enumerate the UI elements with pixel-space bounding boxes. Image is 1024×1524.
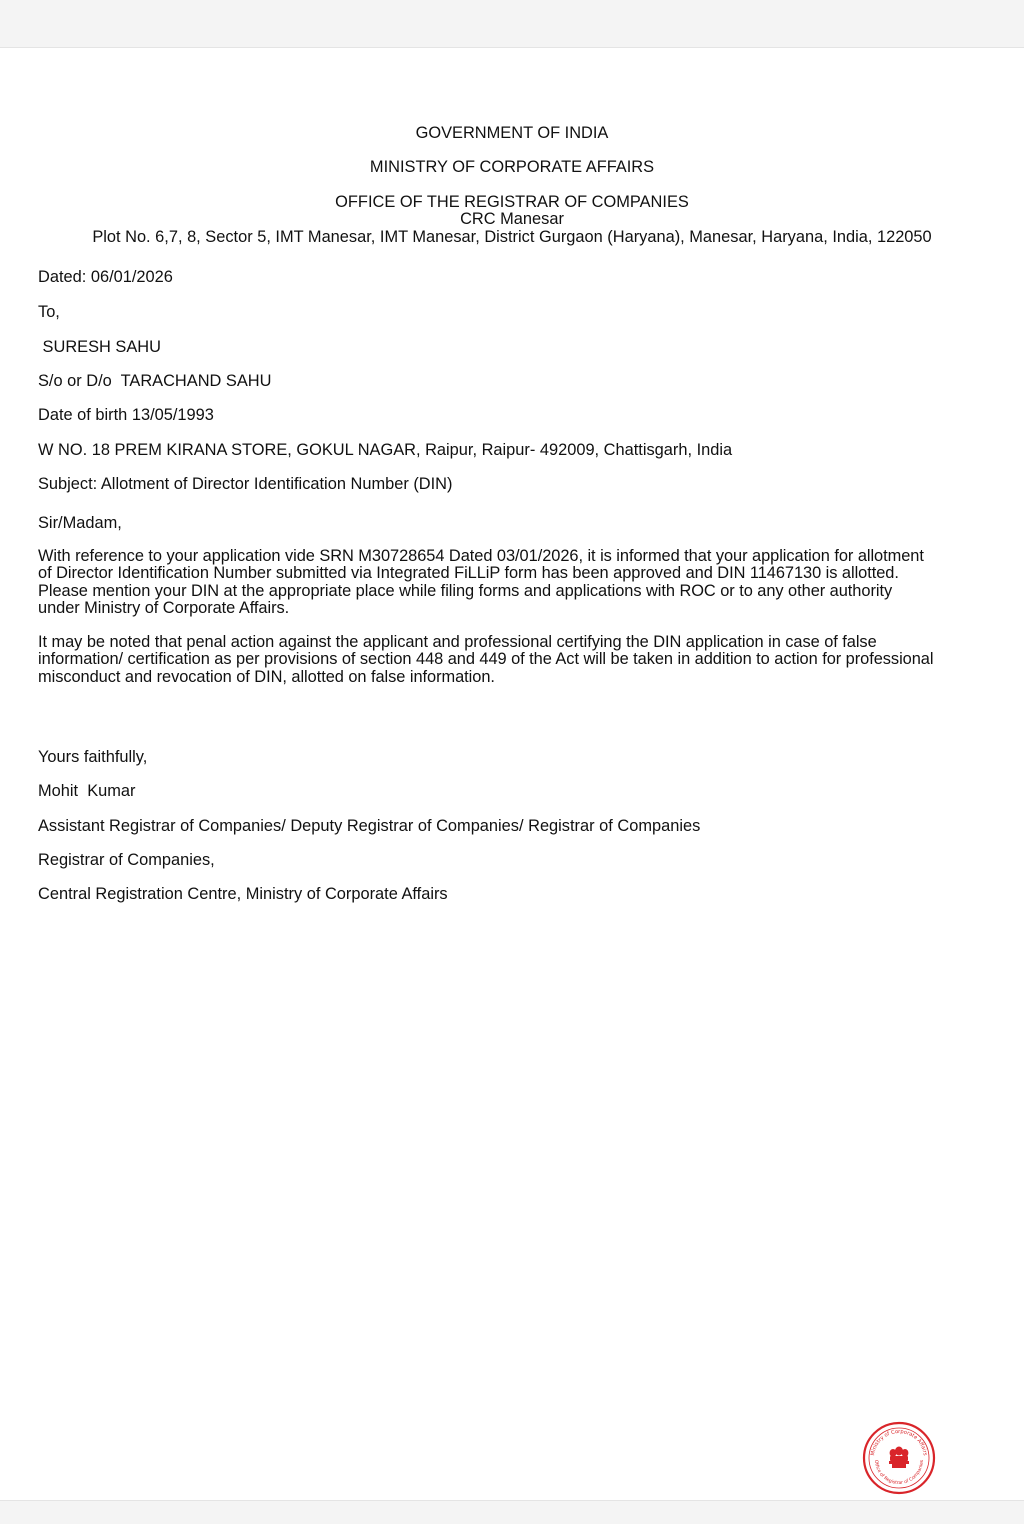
office-address: Plot No. 6,7, 8, Sector 5, IMT Manesar, IMT Manesar, District Gurgaon (Haryana), Manesar, Haryana, India, 122050 xyxy=(92,228,932,246)
paragraph-line: under Ministry of Corporate Affairs. xyxy=(38,598,290,617)
paragraph-line: Please mention your DIN at the appropriate place while filing forms and applications with ROC or to any other authority xyxy=(38,581,893,600)
paragraph-line: It may be noted that penal action against the applicant and professional certifying the DIN application in case of false xyxy=(38,633,877,651)
recipient-dob: Date of birth 13/05/1993 xyxy=(38,406,214,424)
penalty-paragraph xyxy=(38,634,998,686)
centre-heading: CRC Manesar xyxy=(460,210,564,228)
recipient-name: SURESH SAHU xyxy=(38,338,161,356)
office-heading: OFFICE OF THE REGISTRAR OF COMPANIES xyxy=(335,193,689,211)
paragraph-line: misconduct and revocation of DIN, allotted on false information. xyxy=(38,667,495,686)
svg-text:Office of Registrar of Compani: Office of Registrar of Companies xyxy=(872,1459,926,1487)
paragraph-line: information/ certification as per provisions of section 448 and 449 of the Act will be taken in addition to action for professional xyxy=(38,650,934,669)
ministry-seal-icon xyxy=(862,1421,936,1495)
approval-paragraph xyxy=(38,548,998,617)
recipient-address: W NO. 18 PREM KIRANA STORE, GOKUL NAGAR, Raipur, Raipur- 492009, Chattisgarh, India xyxy=(38,441,733,459)
paragraph-line: With reference to your application vide SRN M30728654 Dated 03/01/2026, it is informed that your application for allotment xyxy=(38,547,924,565)
subject-line: Subject: Allotment of Director Identification Number (DIN) xyxy=(38,475,453,493)
salutation: Sir/Madam, xyxy=(38,514,122,532)
signer-designation: Assistant Registrar of Companies/ Deputy Registrar of Companies/ Registrar of Companies xyxy=(38,817,701,835)
recipient-parent: S/o or D/o TARACHAND SAHU xyxy=(38,372,272,390)
signer-centre: Central Registration Centre, Ministry of Corporate Affairs xyxy=(38,885,448,903)
document-page xyxy=(0,47,1024,1501)
svg-text:Ministry of Corporate Affairs: Ministry of Corporate Affairs xyxy=(870,1428,928,1457)
ministry-heading: MINISTRY OF CORPORATE AFFAIRS xyxy=(369,158,655,176)
paragraph-line: of Director Identification Number submitted via Integrated FiLLiP form has been approved and DIN 11467130 is allotted. xyxy=(38,564,899,583)
to-line: To, xyxy=(38,303,60,321)
signer-name: Mohit Kumar xyxy=(38,782,136,800)
government-heading: GOVERNMENT OF INDIA xyxy=(415,124,609,142)
dated-line: Dated: 06/01/2026 xyxy=(38,268,173,286)
signer-role: Registrar of Companies, xyxy=(38,851,215,869)
closing-line: Yours faithfully, xyxy=(38,748,148,766)
